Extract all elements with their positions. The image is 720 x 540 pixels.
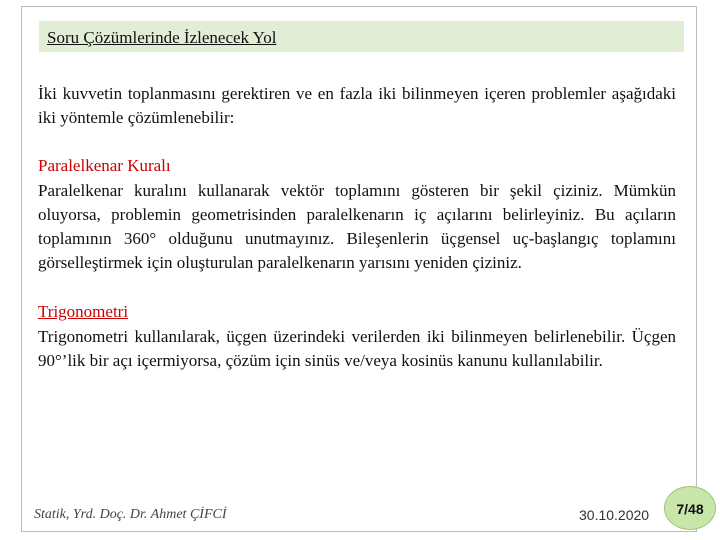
intro-paragraph: İki kuvvetin toplanmasını gerektiren ve en fazla iki bilinmeyen içeren problemler aşağıdaki iki yöntemle çözümlenebilir: [38, 84, 676, 128]
footer-author: Statik, Yrd. Doç. Dr. Ahmet ÇİFCİ [34, 507, 227, 522]
section-body-parallelogram: Paralelkenar kuralını kullanarak vektör toplamını gösteren bir şekil çiziniz. Mümkün oluyorsa, problemin geometrisinden paralelkenarın iç açılarını belirleyiniz. Bu açıların toplamının 360° olduğunu unutmayınız. Bileşenlerin üçgensel uç-başlangıç toplamını görselleştirmek için oluşturulan paralelkenarın yarısını yeniden çiziniz. [38, 180, 676, 273]
slide-title: Soru Çözümlerinde İzlenecek Yol [47, 28, 277, 47]
section-heading-trigonometry: Trigonometri [38, 302, 129, 322]
page-number-badge: 7/48 [664, 486, 716, 530]
section-body-trigonometry: Trigonometri kullanılarak, üçgen üzerindeki verilerden iki bilinmeyen belirlenebilir. Üçgen 90°’lik bir açı içermiyorsa, çözüm için sinüs ve/veya kosinüs kanunu kullanılabilir. [38, 326, 676, 370]
slide-title-bar [39, 21, 684, 52]
slide-content [38, 82, 676, 373]
section-parallelogram-rule [38, 154, 676, 275]
section-trigonometry [38, 300, 676, 373]
section-heading-parallelogram: Paralelkenar Kuralı [38, 156, 171, 176]
footer-date: 30.10.2020 [579, 507, 650, 523]
